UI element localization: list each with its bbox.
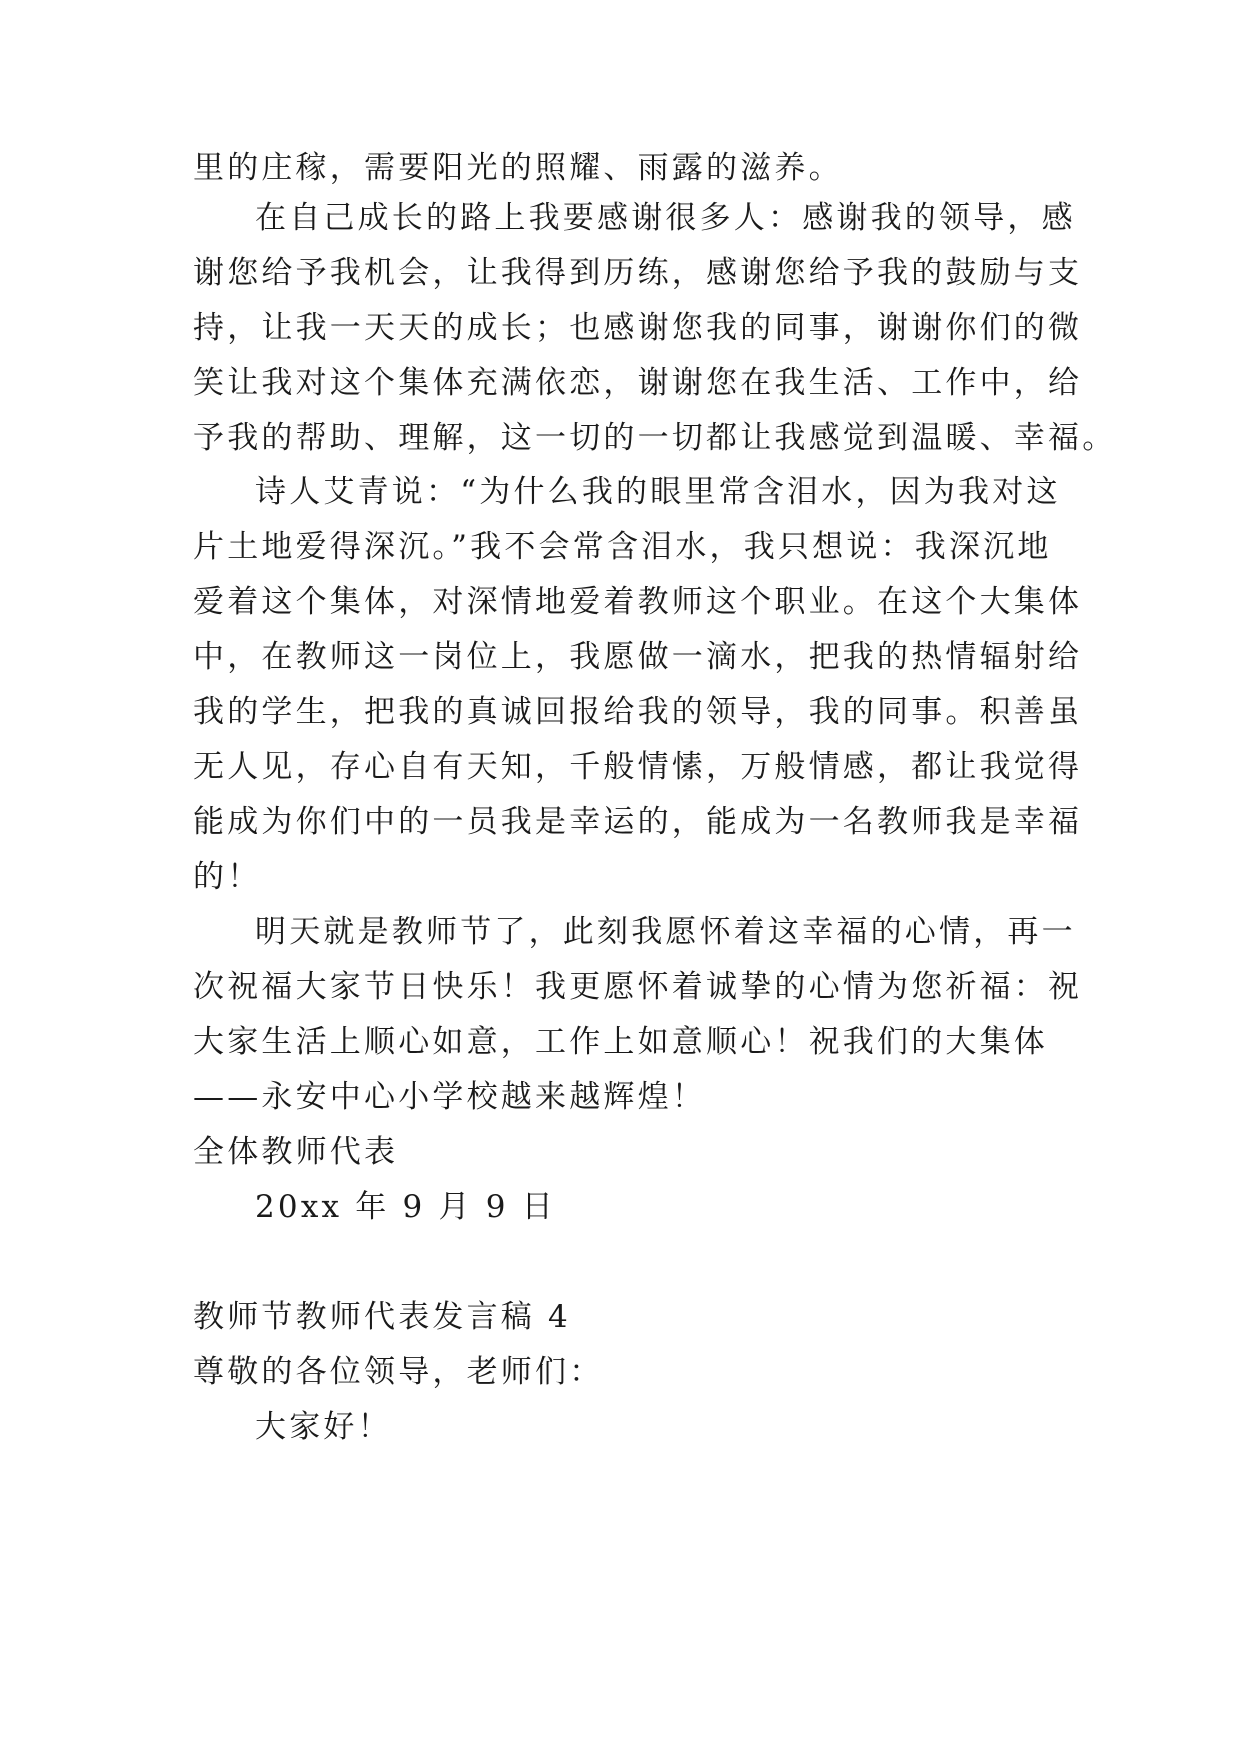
paragraph-line: 持，让我一天天的成长；也感谢您我的同事，谢谢你们的微 (193, 310, 1083, 346)
paragraph-line: 予我的帮助、理解，这一切的一切都让我感觉到温暖、幸福。 (193, 420, 1117, 456)
paragraph-line: 笑让我对这个集体充满依恋，谢谢您在我生活、工作中，给 (193, 365, 1083, 401)
salutation: 尊敬的各位领导，老师们： (193, 1354, 604, 1390)
paragraph-line: 中，在教师这一岗位上，我愿做一滴水，把我的热情辐射给 (193, 639, 1083, 675)
paragraph-line: 谢您给予我机会，让我得到历练，感谢您给予我的鼓励与支 (193, 255, 1083, 291)
paragraph-line: 我的学生，把我的真诚回报给我的领导，我的同事。积善虽 (193, 694, 1083, 730)
signature-label: 全体教师代表 (193, 1134, 399, 1170)
paragraph-line: 爱着这个集体，对深情地爱着教师这个职业。在这个大集体 (193, 584, 1083, 620)
paragraph-line: 的！ (193, 859, 262, 895)
paragraph-line: 大家生活上顺心如意，工作上如意顺心！祝我们的大集体 (193, 1024, 1048, 1060)
paragraph-line: 在自己成长的路上我要感谢很多人：感谢我的领导，感 (255, 200, 1076, 236)
paragraph-line: 明天就是教师节了，此刻我愿怀着这幸福的心情，再一 (255, 914, 1076, 950)
greeting: 大家好！ (255, 1409, 392, 1445)
paragraph-line: 片土地爱得深沉。”我不会常含泪水，我只想说：我深沉地 (193, 529, 1052, 565)
paragraph-line: 无人见，存心自有天知，千般情愫，万般情感，都让我觉得 (193, 749, 1083, 785)
paragraph-line: 能成为你们中的一员我是幸运的，能成为一名教师我是幸福 (193, 804, 1083, 840)
paragraph-line: 诗人艾青说：“为什么我的眼里常含泪水，因为我对这 (255, 474, 1061, 510)
section-heading: 教师节教师代表发言稿 4 (193, 1299, 571, 1335)
paragraph-line: 里的庄稼，需要阳光的照耀、雨露的滋养。 (193, 150, 843, 186)
signature-date: 20xx 年 9 月 9 日 (255, 1189, 556, 1225)
paragraph-line: 次祝福大家节日快乐！我更愿怀着诚挚的心情为您祈福：祝 (193, 969, 1083, 1005)
paragraph-line: ——永安中心小学校越来越辉煌！ (193, 1079, 706, 1115)
